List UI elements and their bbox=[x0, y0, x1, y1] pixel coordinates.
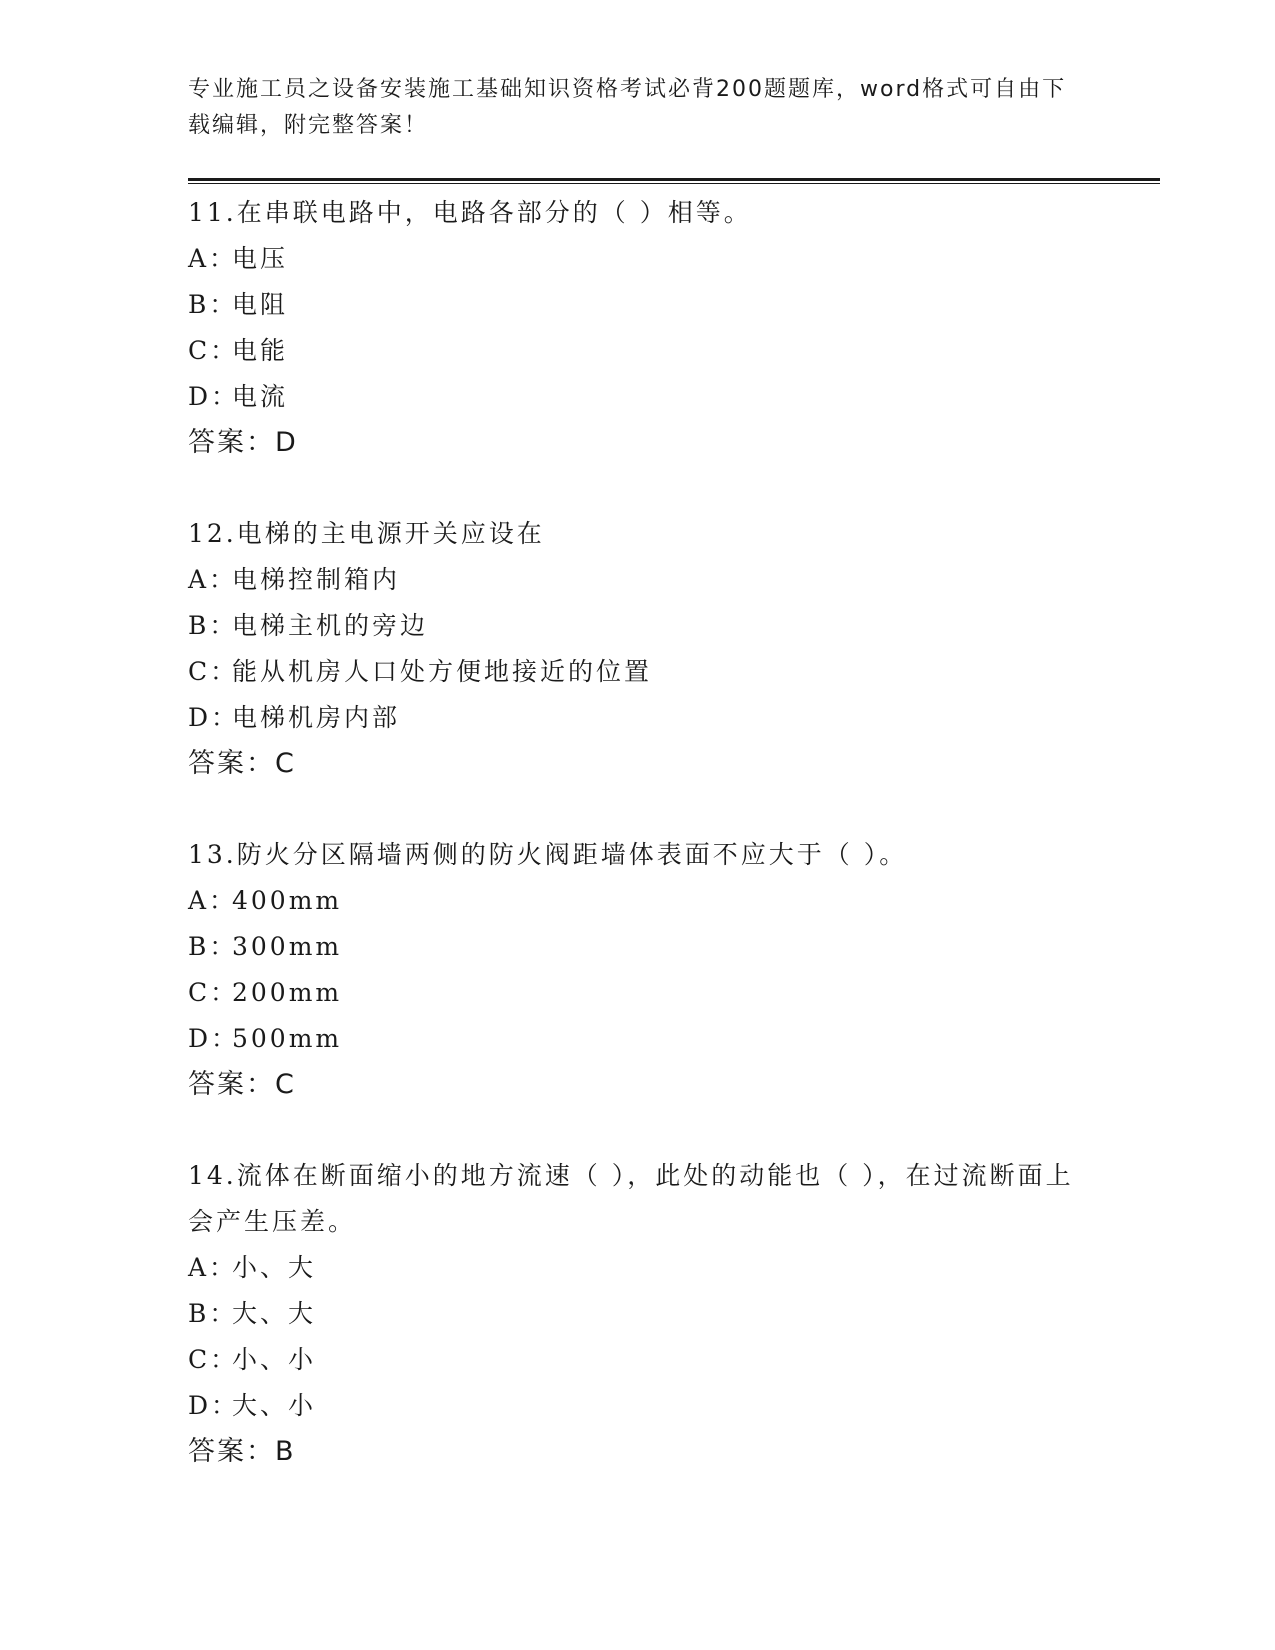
option-letter: C： bbox=[188, 336, 239, 365]
option-b bbox=[188, 282, 1088, 328]
option-letter: C： bbox=[188, 657, 239, 686]
option-letter: D： bbox=[188, 1024, 240, 1053]
option-text: 电压 bbox=[232, 244, 289, 273]
question-stem: 电梯的主电源开关应设在 bbox=[236, 519, 545, 548]
question-text bbox=[188, 1153, 1088, 1245]
header-divider-thin bbox=[188, 183, 1160, 184]
option-c bbox=[188, 649, 1088, 695]
answer-line: 答案：C bbox=[188, 1069, 296, 1100]
document-title: 专业施工员之设备安装施工基础知识资格考试必背200题题库，word格式可自由下载编辑，附完整答案！ bbox=[188, 77, 1067, 138]
option-letter: A： bbox=[188, 1253, 238, 1282]
answer-line: 答案：C bbox=[188, 748, 296, 779]
option-c bbox=[188, 1337, 1088, 1383]
question-number: 13. bbox=[188, 840, 237, 869]
question-11 bbox=[188, 190, 1088, 466]
question-text bbox=[188, 511, 1088, 557]
option-letter: A： bbox=[188, 244, 238, 273]
option-b bbox=[188, 1291, 1088, 1337]
question-stem: 在串联电路中，电路各部分的（ ）相等。 bbox=[236, 198, 752, 227]
question-stem: 流体在断面缩小的地方流速（ ），此处的动能也（ ），在过流断面上会产生压差。 bbox=[188, 1161, 1074, 1236]
option-c bbox=[188, 328, 1088, 374]
option-text: 电梯机房内部 bbox=[232, 703, 401, 732]
question-number: 14. bbox=[188, 1161, 237, 1190]
question-text bbox=[188, 190, 1088, 236]
option-letter: C： bbox=[188, 978, 239, 1007]
option-c bbox=[188, 970, 1088, 1016]
option-a bbox=[188, 557, 1088, 603]
option-a bbox=[188, 236, 1088, 282]
option-letter: D： bbox=[188, 382, 240, 411]
header-divider-thick bbox=[188, 178, 1160, 181]
option-b bbox=[188, 603, 1088, 649]
option-b bbox=[188, 924, 1088, 970]
option-text: 大、大 bbox=[232, 1299, 317, 1328]
option-letter: B： bbox=[188, 932, 238, 961]
option-a bbox=[188, 878, 1088, 924]
question-number: 12. bbox=[188, 519, 237, 548]
option-text: 200mm bbox=[232, 978, 343, 1007]
option-d bbox=[188, 374, 1088, 420]
option-text: 小、小 bbox=[232, 1345, 317, 1374]
question-13 bbox=[188, 832, 1088, 1108]
option-letter: A： bbox=[188, 886, 238, 915]
option-text: 电梯控制箱内 bbox=[232, 565, 401, 594]
option-d bbox=[188, 1016, 1088, 1062]
option-text: 大、小 bbox=[232, 1391, 317, 1420]
option-text: 电阻 bbox=[232, 290, 289, 319]
option-d bbox=[188, 1383, 1088, 1429]
question-number: 11. bbox=[188, 198, 237, 227]
option-text: 电流 bbox=[232, 382, 289, 411]
option-text: 电能 bbox=[232, 336, 289, 365]
question-text bbox=[188, 832, 1088, 878]
option-a bbox=[188, 1245, 1088, 1291]
option-text: 300mm bbox=[232, 932, 343, 961]
question-14 bbox=[188, 1153, 1088, 1475]
option-letter: D： bbox=[188, 1391, 240, 1420]
answer-line: 答案：D bbox=[188, 427, 298, 458]
option-letter: B： bbox=[188, 611, 238, 640]
option-letter: D： bbox=[188, 703, 240, 732]
option-letter: B： bbox=[188, 1299, 238, 1328]
option-letter: A： bbox=[188, 565, 238, 594]
option-text: 500mm bbox=[232, 1024, 343, 1053]
question-list bbox=[188, 190, 1088, 1520]
question-12 bbox=[188, 511, 1088, 787]
option-text: 能从机房人口处方便地接近的位置 bbox=[232, 657, 653, 686]
option-text: 400mm bbox=[232, 886, 343, 915]
option-letter: B： bbox=[188, 290, 238, 319]
option-text: 小、大 bbox=[232, 1253, 317, 1282]
document-header bbox=[188, 72, 1088, 144]
option-letter: C： bbox=[188, 1345, 239, 1374]
option-text: 电梯主机的旁边 bbox=[232, 611, 429, 640]
question-stem: 防火分区隔墙两侧的防火阀距墙体表面不应大于（ ）。 bbox=[236, 840, 908, 869]
option-d bbox=[188, 695, 1088, 741]
answer-line: 答案：B bbox=[188, 1436, 296, 1467]
